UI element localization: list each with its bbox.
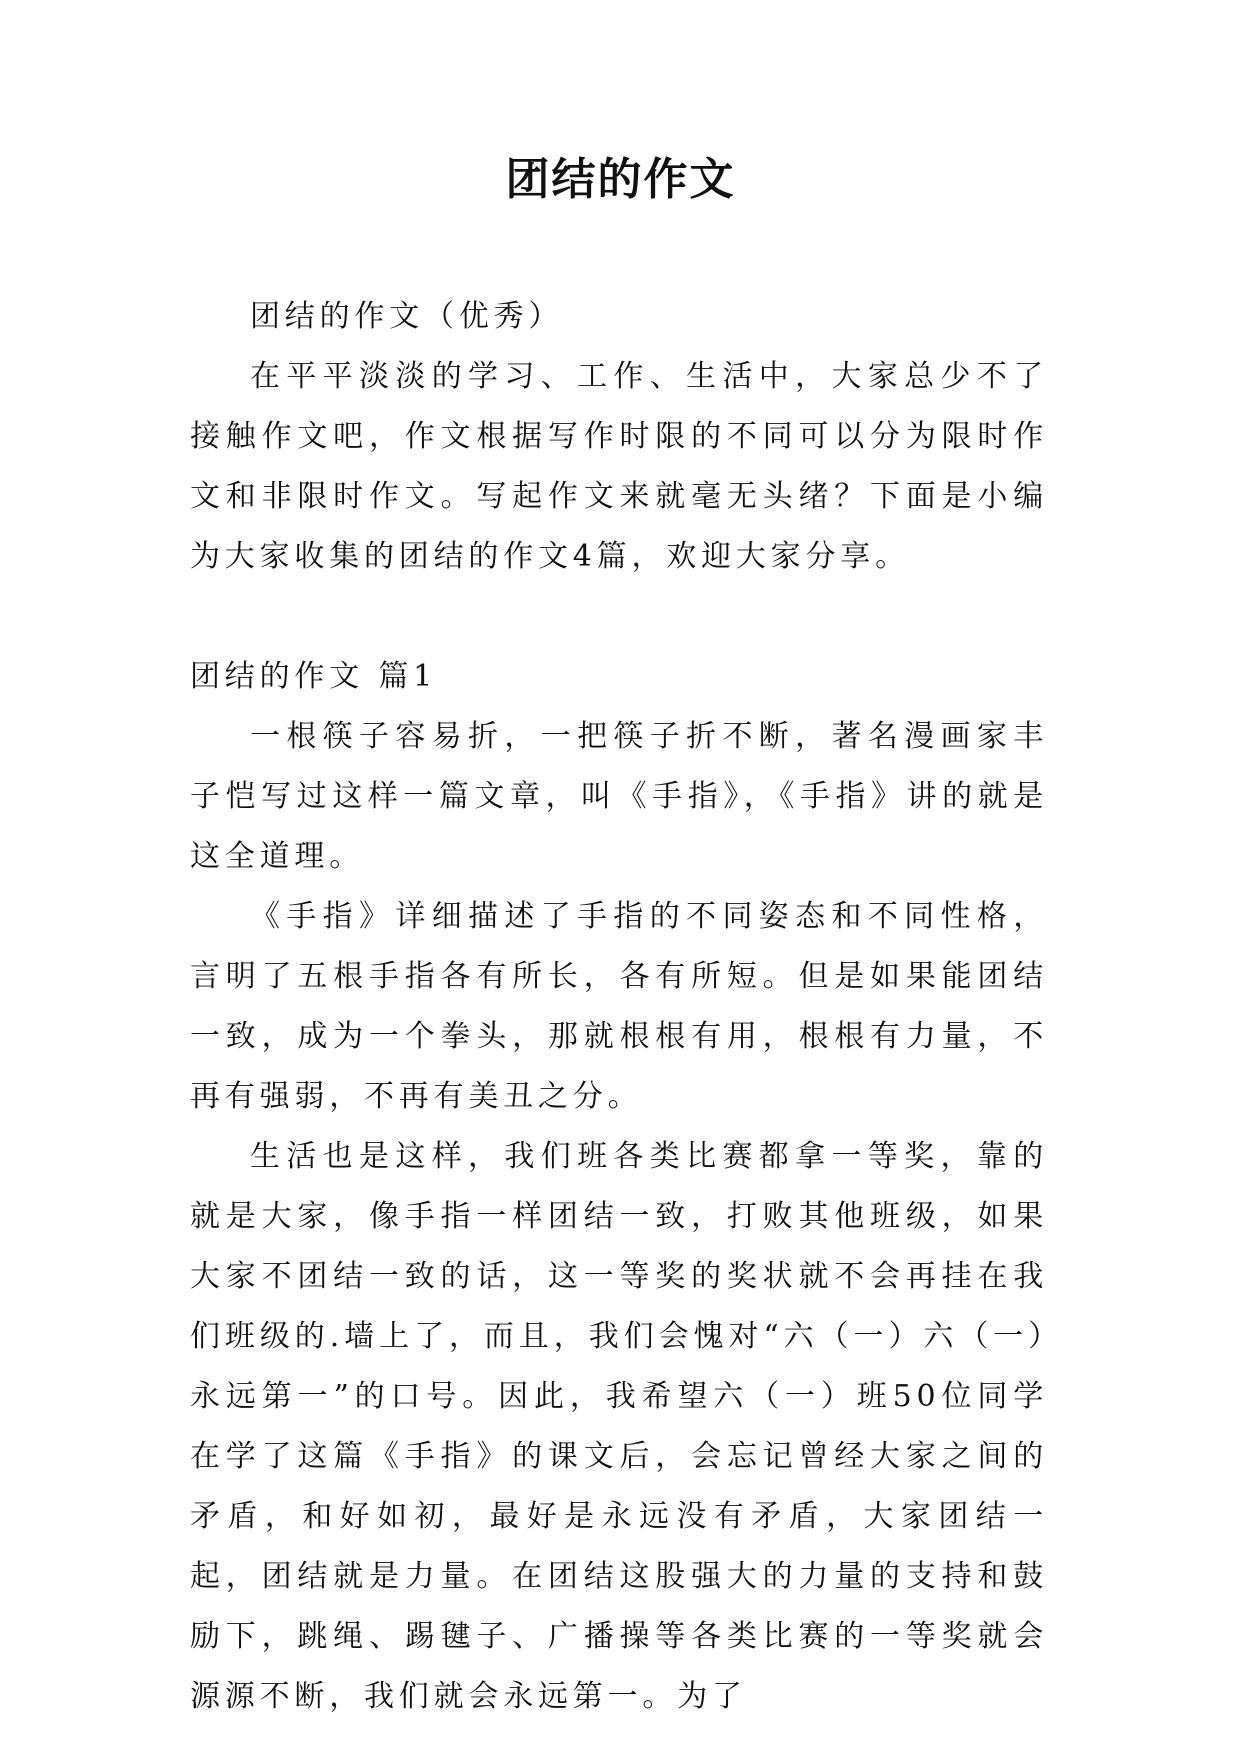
section-spacer <box>190 587 1048 647</box>
document-title: 团结的作文 <box>505 154 736 205</box>
section-heading: 团结的作文 篇1 <box>190 659 438 694</box>
document-body <box>190 287 1048 1727</box>
section-paragraph: 一根筷子容易折，一把筷子折不断，著名漫画家丰子恺写过这样一篇文章，叫《手指》，《手指》讲的就是这全道理。 <box>190 719 1048 874</box>
section-paragraph: 生活也是这样，我们班各类比赛都拿一等奖，靠的就是大家，像手指一样团结一致，打败其他班级，如果大家不团结一致的话，这一等奖的奖状就不会再挂在我们班级的.墙上了，而且，我们会愧对“六（一）六（一）永远第一”的口号。因此，我希望六（一）班50位同学在学了这篇《手指》的课文后，会忘记曾经大家之间的矛盾，和好如初，最好是永远没有矛盾，大家团结一起，团结就是力量。在团结这股强大的力量的支持和鼓励下，跳绳、踢毽子、广播操等各类比赛的一等奖就会源源不断，我们就会永远第一。为了 <box>190 1139 1048 1714</box>
intro-label: 团结的作文（优秀） <box>250 299 564 334</box>
section-paragraph: 《手指》详细描述了手指的不同姿态和不同性格，言明了五根手指各有所长，各有所短。但是如果能团结一致，成为一个拳头，那就根根有用，根根有力量，不再有强弱，不再有美丑之分。 <box>190 899 1048 1114</box>
intro-paragraph: 在平平淡淡的学习、工作、生活中，大家总少不了接触作文吧，作文根据写作时限的不同可以分为限时作文和非限时作文。写起作文来就毫无头绪？下面是小编为大家收集的团结的作文4篇，欢迎大家分享。 <box>190 359 1048 574</box>
